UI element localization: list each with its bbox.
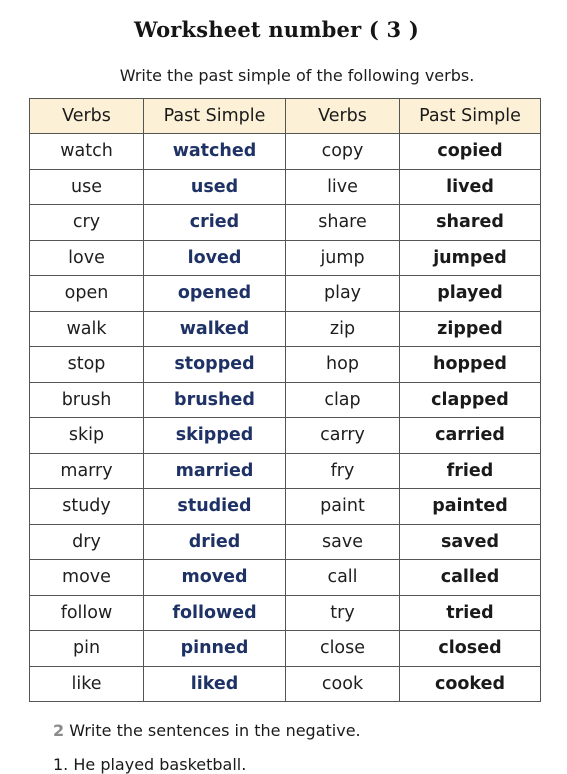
past-simple-cell: hopped [400, 347, 541, 383]
past-simple-cell: jumped [400, 240, 541, 276]
table-header-row [30, 99, 541, 134]
verb-cell: zip [286, 311, 400, 347]
table-row [30, 418, 541, 454]
verb-cell: cry [30, 205, 144, 241]
table-row [30, 205, 541, 241]
verb-cell: skip [30, 418, 144, 454]
past-simple-cell: liked [144, 666, 286, 702]
past-simple-cell: zipped [400, 311, 541, 347]
past-simple-cell: followed [144, 595, 286, 631]
verb-cell: save [286, 524, 400, 560]
verb-cell: pin [30, 631, 144, 667]
verb-cell: play [286, 276, 400, 312]
past-simple-cell: opened [144, 276, 286, 312]
past-simple-cell: clapped [400, 382, 541, 418]
table-row [30, 240, 541, 276]
sentence-item: 1. He played basketball. [53, 755, 247, 774]
table-row [30, 169, 541, 205]
verb-cell: hop [286, 347, 400, 383]
past-simple-cell: brushed [144, 382, 286, 418]
section-instruction: Write the sentences in the negative. [69, 721, 361, 740]
verb-cell: watch [30, 134, 144, 170]
instruction-text: Write the past simple of the following verbs. [119, 66, 475, 85]
past-simple-cell: cried [144, 205, 286, 241]
past-simple-cell: pinned [144, 631, 286, 667]
column-header-past-simple: Past Simple [400, 99, 541, 134]
verb-cell: open [30, 276, 144, 312]
verb-cell: fry [286, 453, 400, 489]
table-row [30, 666, 541, 702]
verb-cell: brush [30, 382, 144, 418]
past-simple-cell: watched [144, 134, 286, 170]
table-row [30, 134, 541, 170]
verb-cell: stop [30, 347, 144, 383]
table-row [30, 560, 541, 596]
verb-cell: copy [286, 134, 400, 170]
past-simple-cell: carried [400, 418, 541, 454]
past-simple-cell: played [400, 276, 541, 312]
past-simple-cell: shared [400, 205, 541, 241]
verb-cell: follow [30, 595, 144, 631]
table-row [30, 276, 541, 312]
table-row [30, 382, 541, 418]
table-row [30, 311, 541, 347]
past-simple-cell: lived [400, 169, 541, 205]
section-2-heading [53, 721, 361, 740]
past-simple-cell: stopped [144, 347, 286, 383]
verb-cell: close [286, 631, 400, 667]
table-row [30, 347, 541, 383]
verb-cell: live [286, 169, 400, 205]
past-simple-cell: fried [400, 453, 541, 489]
table-body [30, 134, 541, 702]
past-simple-cell: walked [144, 311, 286, 347]
past-simple-cell: called [400, 560, 541, 596]
past-simple-cell: married [144, 453, 286, 489]
verb-cell: clap [286, 382, 400, 418]
past-simple-cell: dried [144, 524, 286, 560]
verb-cell: jump [286, 240, 400, 276]
verb-cell: walk [30, 311, 144, 347]
verb-cell: cook [286, 666, 400, 702]
verb-cell: use [30, 169, 144, 205]
verb-cell: call [286, 560, 400, 596]
verb-cell: study [30, 489, 144, 525]
past-simple-cell: skipped [144, 418, 286, 454]
column-header-verbs: Verbs [30, 99, 144, 134]
column-header-past-simple: Past Simple [144, 99, 286, 134]
past-simple-cell: cooked [400, 666, 541, 702]
past-simple-cell: loved [144, 240, 286, 276]
verbs-table [29, 98, 541, 702]
verb-cell: carry [286, 418, 400, 454]
past-simple-cell: saved [400, 524, 541, 560]
past-simple-cell: tried [400, 595, 541, 631]
past-simple-cell: closed [400, 631, 541, 667]
past-simple-cell: moved [144, 560, 286, 596]
table-row [30, 489, 541, 525]
verb-cell: dry [30, 524, 144, 560]
verb-cell: like [30, 666, 144, 702]
past-simple-cell: painted [400, 489, 541, 525]
verb-cell: move [30, 560, 144, 596]
past-simple-cell: copied [400, 134, 541, 170]
table-row [30, 595, 541, 631]
verb-cell: marry [30, 453, 144, 489]
past-simple-cell: studied [144, 489, 286, 525]
verb-cell: try [286, 595, 400, 631]
verb-cell: love [30, 240, 144, 276]
table-row [30, 631, 541, 667]
verb-cell: share [286, 205, 400, 241]
past-simple-cell: used [144, 169, 286, 205]
table-row [30, 453, 541, 489]
section-number: 2 [53, 721, 65, 740]
worksheet-title: Worksheet number ( 3 ) [134, 17, 419, 42]
column-header-verbs: Verbs [286, 99, 400, 134]
table-row [30, 524, 541, 560]
verb-cell: paint [286, 489, 400, 525]
